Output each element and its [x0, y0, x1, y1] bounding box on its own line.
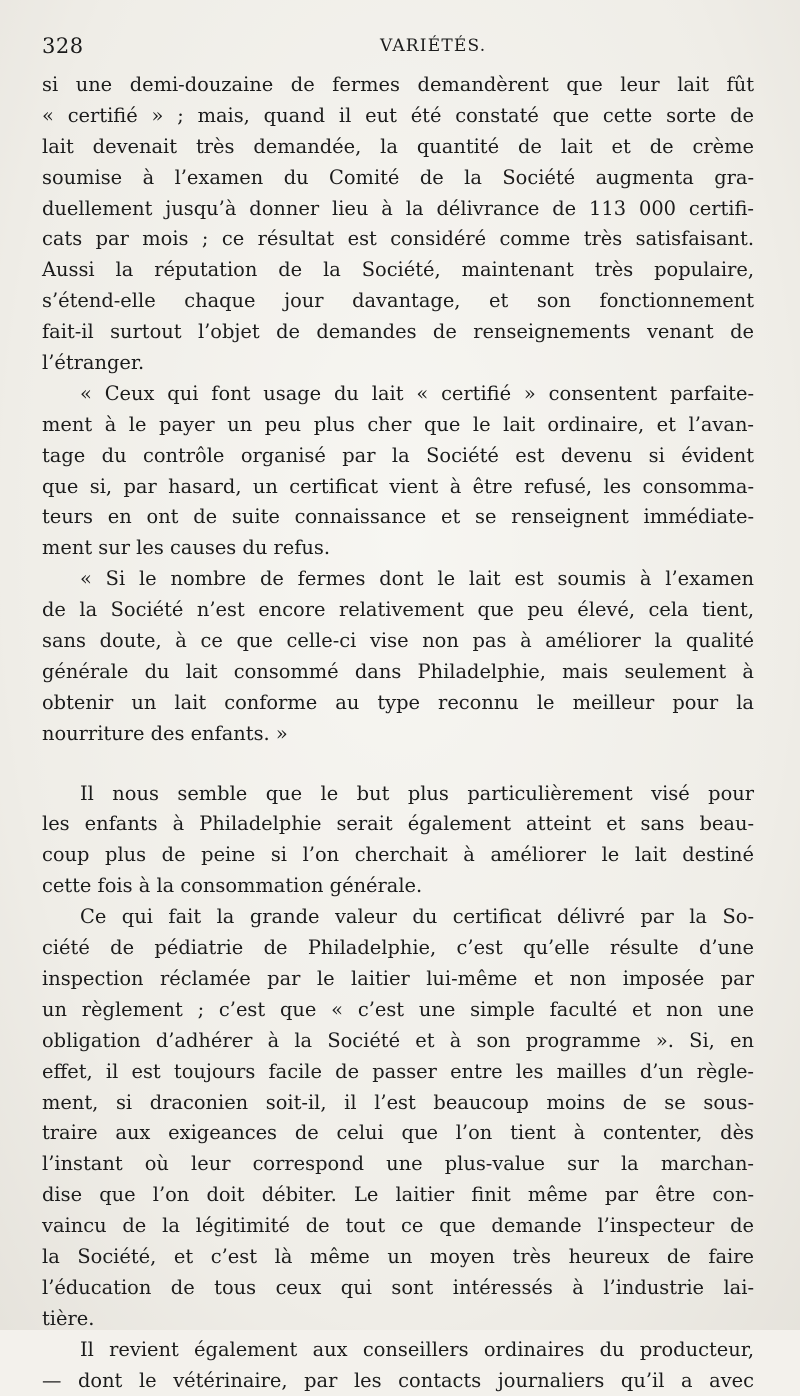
text-line: inspection réclamée par le laitier lui-même et non imposée par — [42, 966, 754, 990]
text-line: coup plus de peine si l’on cherchait à améliorer le lait destiné — [42, 843, 754, 867]
page-header — [42, 34, 752, 64]
text-line: que si, par hasard, un certificat vient à être refusé, les consomma- — [42, 474, 754, 498]
text-line: Il nous semble que le but plus particulièrement visé pour — [80, 781, 754, 805]
text-line: obligation d’adhérer à la Société et à son programme ». Si, en — [42, 1028, 754, 1052]
text-line: traire aux exigeances de celui que l’on tient à contenter, dès — [42, 1121, 754, 1145]
text-line: ment à le payer un peu plus cher que le lait ordinaire, et l’avan- — [42, 412, 754, 436]
text-line: dise que l’on doit débiter. Le laitier finit même par être con- — [42, 1183, 754, 1207]
section-gap — [42, 750, 754, 779]
text-line: soumise à l’examen du Comité de la Société augmenta gra- — [42, 165, 754, 189]
text-line: s’étend-elle chaque jour davantage, et son fonctionnement — [42, 289, 754, 313]
text-line: générale du lait consommé dans Philadelphie, mais seulement à — [42, 659, 754, 683]
text-line: lait devenait très demandée, la quantité de lait et de crème — [42, 134, 754, 158]
text-line: Aussi la réputation de la Société, maintenant très populaire, — [42, 258, 754, 282]
text-line: de la Société n’est encore relativement que peu élevé, cela tient, — [42, 598, 754, 622]
text-line: sans doute, à ce que celle-ci vise non pas à améliorer la qualité — [42, 629, 754, 653]
text-line: « certifié » ; mais, quand il eut été constaté que cette sorte de — [42, 103, 754, 127]
text-line: ciété de pédiatrie de Philadelphie, c’est qu’elle résulte d’une — [42, 936, 754, 960]
text-line: l’éducation de tous ceux qui sont intéressés à l’industrie lai- — [42, 1275, 754, 1299]
text-line: effet, il est toujours facile de passer entre les mailles d’un règle- — [42, 1059, 754, 1083]
text-line: Ce qui fait la grande valeur du certificat délivré par la So- — [80, 905, 754, 929]
text-line: obtenir un lait conforme au type reconnu le meilleur pour la — [42, 690, 754, 714]
text-line: ment sur les causes du refus. — [42, 536, 331, 560]
running-head: VARIÉTÉS. — [380, 36, 487, 56]
text-line: vaincu de la légitimité de tout ce que demande l’inspecteur de — [42, 1214, 754, 1238]
text-line: cats par mois ; ce résultat est considéré comme très satisfaisant. — [42, 227, 754, 251]
text-line: l’instant où leur correspond une plus-value sur la marchan- — [42, 1152, 754, 1176]
text-line: — dont le vétérinaire, par les contacts journaliers qu’il a avec — [42, 1368, 754, 1392]
paragraph — [42, 779, 754, 903]
paragraph — [42, 379, 754, 564]
page-number: 328 — [42, 34, 84, 58]
text-line: cette fois à la consommation générale. — [42, 874, 423, 898]
text-line: tage du contrôle organisé par la Société est devenu si évident — [42, 443, 754, 467]
text-line: ment, si draconien soit-il, il l’est beaucoup moins de se sous- — [42, 1090, 754, 1114]
text-line: si une demi-douzaine de fermes demandèrent que leur lait fût — [42, 73, 754, 96]
paragraph — [42, 70, 754, 379]
text-line: duellement jusqu’à donner lieu à la délivrance de 113 000 certifi- — [42, 196, 754, 220]
text-line: la Société, et c’est là même un moyen très heureux de faire — [42, 1244, 754, 1268]
text-line: teurs en ont de suite connaissance et se renseignent immédiate- — [42, 505, 754, 529]
text-line: un règlement ; c’est que « c’est une simple faculté et non une — [42, 997, 754, 1021]
paragraph — [42, 564, 754, 749]
text-line: l’étranger. — [42, 351, 145, 375]
paragraph — [42, 1335, 754, 1396]
text-line: « Si le nombre de fermes dont le lait est soumis à l’examen — [80, 567, 754, 591]
text-line: nourriture des enfants. » — [42, 721, 288, 745]
paragraph — [42, 902, 754, 1334]
text-line: « Ceux qui font usage du lait « certifié » consentent parfaite- — [80, 381, 754, 405]
text-line: tière. — [42, 1306, 95, 1330]
text-line: Il revient également aux conseillers ordinaires du producteur, — [80, 1337, 754, 1361]
body-text — [42, 70, 754, 1396]
text-line: fait-il surtout l’objet de demandes de renseignements venant de — [42, 320, 754, 344]
text-line: les enfants à Philadelphie serait également atteint et sans beau- — [42, 812, 754, 836]
